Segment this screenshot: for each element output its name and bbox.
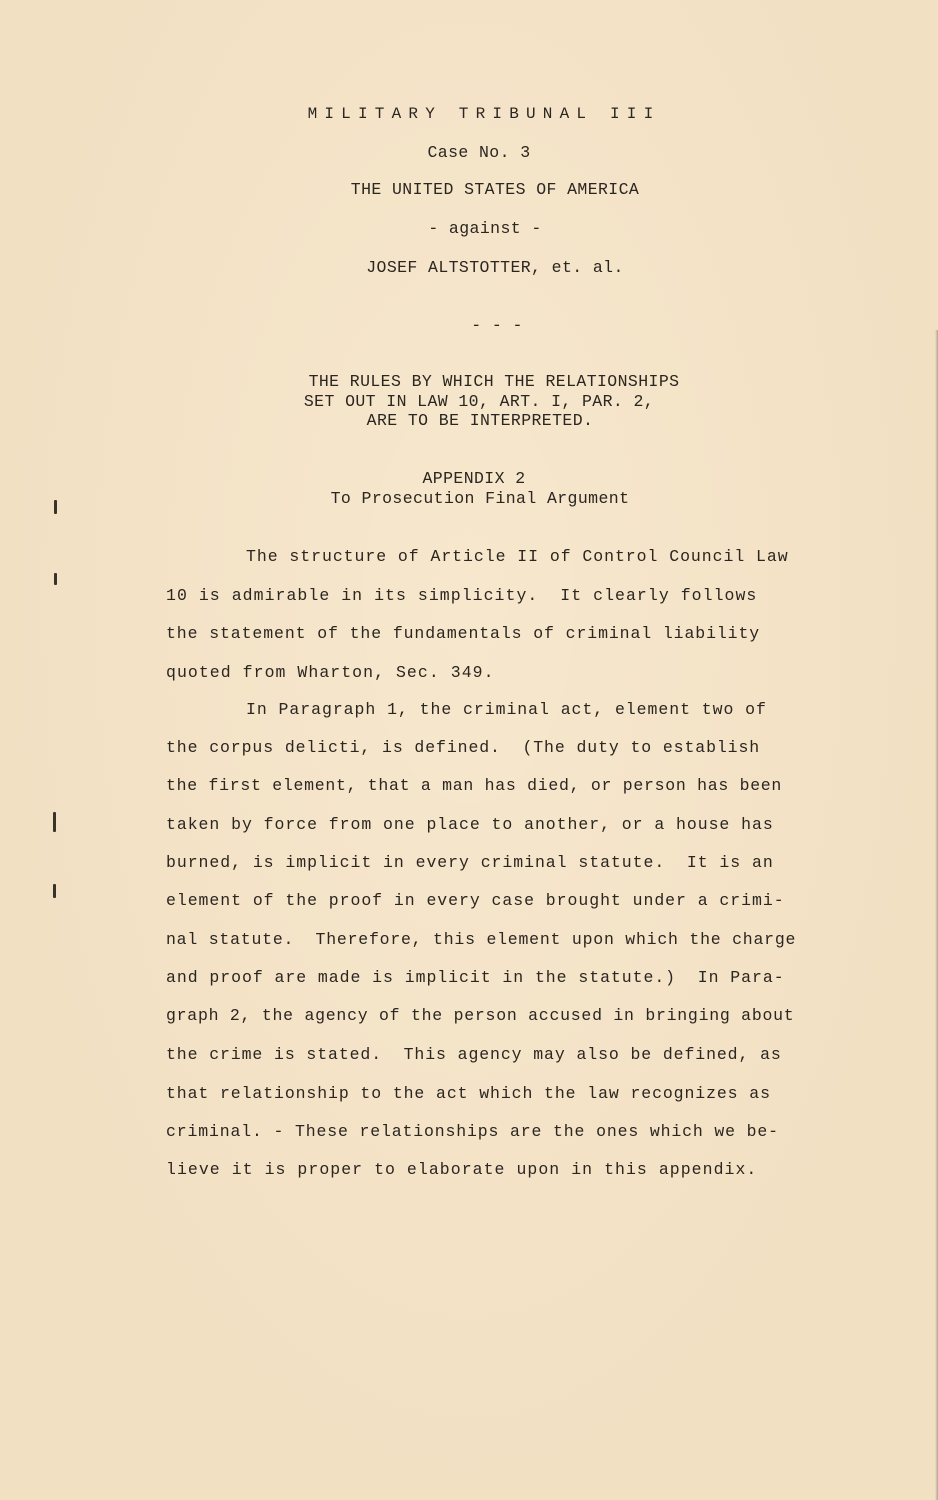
body-line: nal statute. Therefore, this element upon which the charge [166, 930, 797, 949]
body-line: burned, is implicit in every criminal statute. It is an [166, 853, 774, 872]
margin-mark [54, 573, 57, 585]
body-line: that relationship to the act which the law recognizes as [166, 1084, 771, 1103]
body-line: lieve it is proper to elaborate upon in this appendix. [166, 1160, 758, 1179]
body-line: and proof are made is implicit in the statute.) In Para- [166, 968, 785, 987]
body-line: criminal. - These relationships are the ones which we be- [166, 1122, 779, 1141]
case-number: Case No. 3 [427, 143, 531, 162]
body-line: the corpus delicti, is defined. (The duty to establish [166, 738, 761, 757]
tribunal-title: MILITARY TRIBUNAL III [307, 105, 661, 123]
body-line: quoted from Wharton, Sec. 349. [166, 663, 495, 682]
body-line: element of the proof in every case brought under a crimi- [166, 891, 785, 910]
body-line: the first element, that a man has died, or person has been [166, 776, 783, 795]
plaintiff: THE UNITED STATES OF AMERICA [350, 180, 640, 199]
separator: - - - [471, 316, 523, 335]
body-line: graph 2, the agency of the person accused in bringing about [166, 1006, 795, 1025]
margin-mark [53, 884, 56, 898]
body-line: the statement of the fundamentals of criminal liability [166, 624, 761, 643]
subject-line-3: ARE TO BE INTERPRETED. [366, 411, 594, 430]
body-line: the crime is stated. This agency may also be defined, as [166, 1045, 782, 1064]
subject-line-2: SET OUT IN LAW 10, ART. I, PAR. 2, [303, 392, 655, 411]
appendix-subtitle: To Prosecution Final Argument [330, 489, 630, 508]
subject-line-1: THE RULES BY WHICH THE RELATIONSHIPS [308, 372, 680, 391]
appendix-title: APPENDIX 2 [422, 469, 526, 488]
defendant: JOSEF ALTSTOTTER, et. al. [366, 258, 624, 277]
body-line: taken by force from one place to another, or a house has [166, 815, 774, 834]
margin-mark [53, 812, 56, 832]
versus: - against - [428, 219, 542, 238]
body-line: In Paragraph 1, the criminal act, element two of [246, 700, 767, 719]
body-line: The structure of Article II of Control Council Law [246, 547, 789, 566]
body-line: 10 is admirable in its simplicity. It clearly follows [166, 586, 758, 605]
